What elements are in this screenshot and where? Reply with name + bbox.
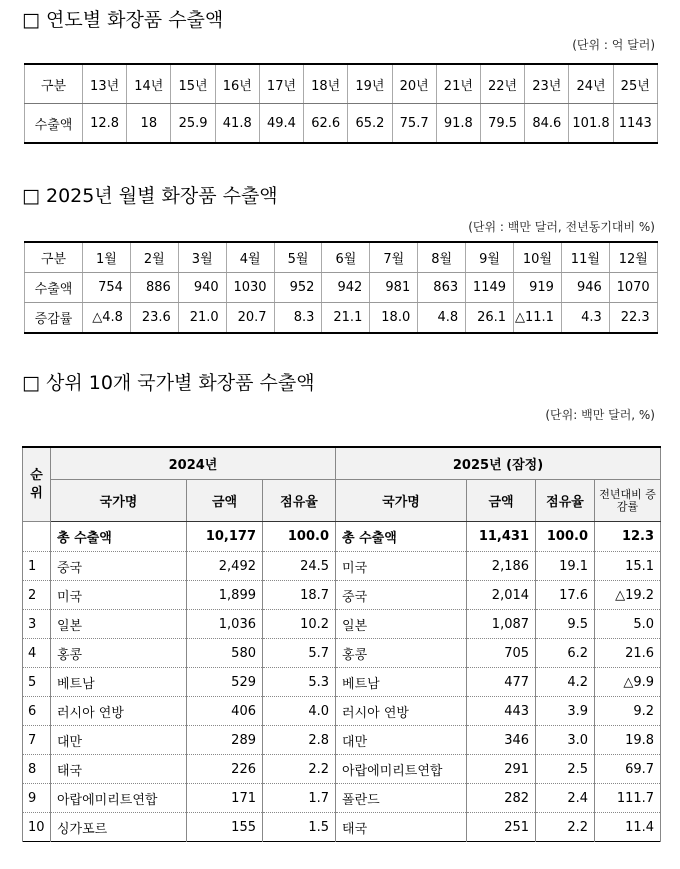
row-label-header: 구분	[25, 242, 83, 273]
change-2025-cell: 69.7	[595, 755, 661, 784]
month-header: 4월	[226, 242, 274, 273]
month-value: 1149	[466, 273, 514, 303]
share-2025-cell: 3.0	[536, 726, 595, 755]
country-2024-header: 국가명	[51, 480, 187, 522]
country-2025-cell: 베트남	[336, 668, 467, 697]
month-header: 3월	[178, 242, 226, 273]
amount-2025-cell: 282	[467, 784, 536, 813]
month-value: 22.3	[609, 303, 657, 334]
rank-cell: 1	[23, 552, 51, 581]
month-header: 1월	[83, 242, 131, 273]
country-2025-cell: 일본	[336, 610, 467, 639]
amount-2025-cell: 705	[467, 639, 536, 668]
change-2025-cell: 19.8	[595, 726, 661, 755]
share-2025-cell: 4.2	[536, 668, 595, 697]
amount-2024-cell: 2,492	[187, 552, 263, 581]
table-row	[25, 273, 658, 303]
country-2024-cell: 싱가포르	[51, 813, 187, 842]
share-2024-cell: 5.3	[263, 668, 336, 697]
export-value: 18	[127, 104, 171, 144]
change-header: 전년대비 증감률	[595, 480, 661, 522]
month-value: 23.6	[130, 303, 178, 334]
share-2024-cell: 1.7	[263, 784, 336, 813]
row-label: 증감률	[25, 303, 83, 334]
amount-2024-cell: 406	[187, 697, 263, 726]
share-2024-cell: 10.2	[263, 610, 336, 639]
export-value: 1143	[613, 104, 657, 144]
share-2025-cell: 17.6	[536, 581, 595, 610]
year-header: 19년	[348, 64, 392, 104]
month-value: 754	[83, 273, 131, 303]
year-header: 25년	[613, 64, 657, 104]
amount-2025-cell: 1,087	[467, 610, 536, 639]
country-2024-cell: 대만	[51, 726, 187, 755]
amount-2024-cell: 529	[187, 668, 263, 697]
monthly-section-title: □ 2025년 월별 화장품 수출액	[22, 185, 278, 207]
total-country-2025: 총 수출액	[336, 522, 467, 552]
month-value: 4.8	[418, 303, 466, 334]
year-header: 17년	[259, 64, 303, 104]
table-row	[23, 552, 661, 581]
year-header: 14년	[127, 64, 171, 104]
yearly-export-table	[24, 63, 658, 144]
export-value: 79.5	[480, 104, 524, 144]
share-2024-cell: 18.7	[263, 581, 336, 610]
country-2024-cell: 중국	[51, 552, 187, 581]
month-header: 8월	[418, 242, 466, 273]
table-row	[23, 639, 661, 668]
year-2025-header: 2025년 (잠정)	[336, 447, 661, 480]
header-row	[25, 242, 658, 273]
export-value: 101.8	[569, 104, 613, 144]
month-value: 26.1	[466, 303, 514, 334]
month-value: 8.3	[274, 303, 322, 334]
month-header: 7월	[370, 242, 418, 273]
country-2025-header: 국가명	[336, 480, 467, 522]
year-header: 23년	[525, 64, 569, 104]
export-value: 25.9	[171, 104, 215, 144]
share-2025-cell: 3.9	[536, 697, 595, 726]
total-change-2025: 12.3	[595, 522, 661, 552]
amount-2024-cell: 226	[187, 755, 263, 784]
year-2024-header: 2024년	[51, 447, 336, 480]
country-2025-cell: 중국	[336, 581, 467, 610]
total-rank	[23, 522, 51, 552]
change-2025-cell: 5.0	[595, 610, 661, 639]
amount-2025-cell: 346	[467, 726, 536, 755]
month-value: 942	[322, 273, 370, 303]
month-header: 12월	[609, 242, 657, 273]
amount-2024-cell: 1,899	[187, 581, 263, 610]
row-label-header: 구분	[25, 64, 83, 104]
rank-cell: 7	[23, 726, 51, 755]
total-row	[23, 522, 661, 552]
month-value: 21.1	[322, 303, 370, 334]
amount-2025-cell: 477	[467, 668, 536, 697]
export-value: 49.4	[259, 104, 303, 144]
month-header: 2월	[130, 242, 178, 273]
total-share-2024: 100.0	[263, 522, 336, 552]
rank-cell: 10	[23, 813, 51, 842]
change-2025-cell: 15.1	[595, 552, 661, 581]
country-2025-cell: 러시아 연방	[336, 697, 467, 726]
export-value: 91.8	[436, 104, 480, 144]
change-2025-cell: 111.7	[595, 784, 661, 813]
amount-2025-cell: 2,186	[467, 552, 536, 581]
header-row	[25, 64, 658, 104]
rank-cell: 8	[23, 755, 51, 784]
rank-cell: 2	[23, 581, 51, 610]
country-2024-cell: 태국	[51, 755, 187, 784]
countries-section-title: □ 상위 10개 국가별 화장품 수출액	[22, 372, 315, 394]
rank-header	[23, 447, 51, 522]
header-row	[23, 447, 661, 480]
month-value: 1030	[226, 273, 274, 303]
country-2024-cell: 러시아 연방	[51, 697, 187, 726]
year-header: 18년	[304, 64, 348, 104]
country-2024-cell: 홍콩	[51, 639, 187, 668]
month-value: 940	[178, 273, 226, 303]
export-value: 41.8	[215, 104, 259, 144]
countries-unit-note: (단위: 백만 달러, %)	[545, 408, 655, 422]
month-header: 5월	[274, 242, 322, 273]
total-country-2024: 총 수출액	[51, 522, 187, 552]
month-value: 919	[514, 273, 562, 303]
country-2025-cell: 미국	[336, 552, 467, 581]
table-row	[23, 755, 661, 784]
table-row	[23, 668, 661, 697]
year-header: 21년	[436, 64, 480, 104]
rank-cell: 3	[23, 610, 51, 639]
month-header: 6월	[322, 242, 370, 273]
change-2025-cell: 9.2	[595, 697, 661, 726]
share-2025-cell: 2.4	[536, 784, 595, 813]
year-header: 20년	[392, 64, 436, 104]
rank-cell: 9	[23, 784, 51, 813]
country-2024-cell: 아랍에미리트연합	[51, 784, 187, 813]
amount-2024-cell: 171	[187, 784, 263, 813]
month-value: 4.3	[561, 303, 609, 334]
country-2025-cell: 대만	[336, 726, 467, 755]
export-value: 12.8	[83, 104, 127, 144]
amount-2024-cell: 155	[187, 813, 263, 842]
total-amount-2025: 11,431	[467, 522, 536, 552]
month-value: 952	[274, 273, 322, 303]
month-header: 11월	[561, 242, 609, 273]
row-label: 수출액	[25, 104, 83, 144]
yearly-section-title: □ 연도별 화장품 수출액	[22, 9, 224, 31]
month-header: 10월	[514, 242, 562, 273]
change-2025-cell: △9.9	[595, 668, 661, 697]
table-row	[23, 581, 661, 610]
year-header: 22년	[480, 64, 524, 104]
share-2024-cell: 24.5	[263, 552, 336, 581]
share-2025-cell: 19.1	[536, 552, 595, 581]
month-value: 1070	[609, 273, 657, 303]
share-2025-header: 점유율	[536, 480, 595, 522]
share-2024-cell: 4.0	[263, 697, 336, 726]
month-value: 18.0	[370, 303, 418, 334]
country-2025-cell: 홍콩	[336, 639, 467, 668]
share-2024-cell: 5.7	[263, 639, 336, 668]
rank-header-label: 순위	[30, 467, 43, 501]
amount-2025-header: 금액	[467, 480, 536, 522]
month-value: 21.0	[178, 303, 226, 334]
rank-cell: 6	[23, 697, 51, 726]
share-2025-cell: 2.5	[536, 755, 595, 784]
amount-2024-header: 금액	[187, 480, 263, 522]
share-2024-cell: 2.8	[263, 726, 336, 755]
table-row	[25, 303, 658, 334]
month-value: 886	[130, 273, 178, 303]
share-2024-header: 점유율	[263, 480, 336, 522]
country-2025-cell: 폴란드	[336, 784, 467, 813]
amount-2025-cell: 443	[467, 697, 536, 726]
year-header: 24년	[569, 64, 613, 104]
row-label: 수출액	[25, 273, 83, 303]
export-value: 75.7	[392, 104, 436, 144]
table-row	[23, 813, 661, 842]
table-row	[23, 697, 661, 726]
share-2024-cell: 1.5	[263, 813, 336, 842]
year-header: 13년	[83, 64, 127, 104]
monthly-unit-note: (단위 : 백만 달러, 전년동기대비 %)	[468, 220, 655, 234]
month-value: 20.7	[226, 303, 274, 334]
year-header: 15년	[171, 64, 215, 104]
month-value: △11.1	[514, 303, 562, 334]
monthly-export-table	[24, 241, 658, 334]
table-row	[23, 784, 661, 813]
table-row	[23, 610, 661, 639]
country-2024-cell: 베트남	[51, 668, 187, 697]
export-value: 84.6	[525, 104, 569, 144]
share-2025-cell: 9.5	[536, 610, 595, 639]
change-2025-cell: 11.4	[595, 813, 661, 842]
year-header: 16년	[215, 64, 259, 104]
month-value: 946	[561, 273, 609, 303]
amount-2025-cell: 291	[467, 755, 536, 784]
month-value: 981	[370, 273, 418, 303]
table-row	[23, 726, 661, 755]
amount-2024-cell: 1,036	[187, 610, 263, 639]
export-value: 65.2	[348, 104, 392, 144]
rank-cell: 5	[23, 668, 51, 697]
header-row	[23, 480, 661, 522]
export-value: 62.6	[304, 104, 348, 144]
country-2025-cell: 태국	[336, 813, 467, 842]
change-2025-cell: △19.2	[595, 581, 661, 610]
country-2024-cell: 미국	[51, 581, 187, 610]
share-2024-cell: 2.2	[263, 755, 336, 784]
share-2025-cell: 6.2	[536, 639, 595, 668]
amount-2024-cell: 580	[187, 639, 263, 668]
amount-2024-cell: 289	[187, 726, 263, 755]
month-header: 9월	[466, 242, 514, 273]
total-amount-2024: 10,177	[187, 522, 263, 552]
table-row	[25, 104, 658, 144]
yearly-unit-note: (단위 : 억 달러)	[572, 38, 655, 52]
amount-2025-cell: 2,014	[467, 581, 536, 610]
rank-cell: 4	[23, 639, 51, 668]
change-2025-cell: 21.6	[595, 639, 661, 668]
month-value: 863	[418, 273, 466, 303]
top-countries-table	[22, 446, 661, 842]
share-2025-cell: 2.2	[536, 813, 595, 842]
total-share-2025: 100.0	[536, 522, 595, 552]
amount-2025-cell: 251	[467, 813, 536, 842]
country-2025-cell: 아랍에미리트연합	[336, 755, 467, 784]
country-2024-cell: 일본	[51, 610, 187, 639]
month-value: △4.8	[83, 303, 131, 334]
